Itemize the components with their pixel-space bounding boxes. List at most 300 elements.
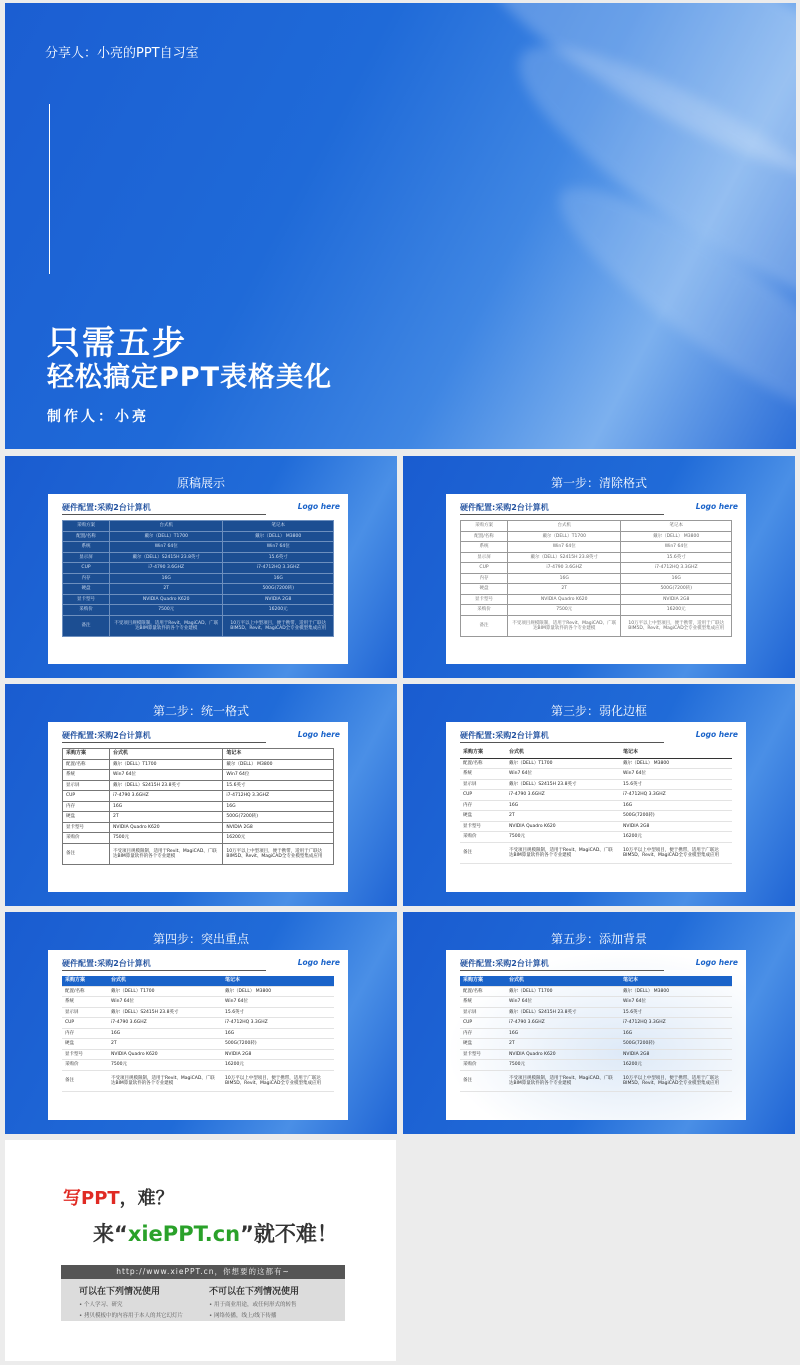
table-cell: 显示屏 [460, 1007, 506, 1018]
table-cell: 15.6英寸 [223, 780, 334, 791]
table-row [460, 1060, 732, 1071]
table-cell: i7-4790 3.6GHZ [108, 1018, 222, 1029]
heading-underline [460, 970, 664, 971]
table-cell: 500G(7200转) [223, 812, 334, 823]
spec-table [460, 976, 732, 1092]
table-cell: 台式机 [110, 749, 223, 760]
table-cell: 16200元 [223, 605, 334, 616]
table-cell: 不受项目规模限制，适用于Revit、MagiCAD、广联达BIM算量软件的各个专业建模 [110, 615, 223, 636]
table-cell: Win7 64位 [506, 769, 620, 780]
logo-placeholder: Logo here [695, 730, 738, 739]
table-row [460, 986, 732, 997]
table-cell: Win7 64位 [108, 997, 222, 1008]
table-cell: 戴尔（DELL）S2415H 23.8英寸 [110, 780, 223, 791]
table-row [461, 552, 732, 563]
table-cell: Win7 64位 [110, 770, 223, 781]
spec-table [62, 748, 334, 865]
table-cell: CUP [460, 1018, 506, 1029]
table-cell: CUP [460, 790, 506, 801]
table-cell: 显卡型号 [62, 1049, 108, 1060]
table-cell: 显卡型号 [63, 594, 110, 605]
table-row [63, 542, 334, 553]
table-cell: 戴尔（DELL）S2415H 23.8英寸 [508, 552, 621, 563]
table-row [63, 573, 334, 584]
cannot-use-column [209, 1284, 339, 1319]
table-cell: 16G [110, 801, 223, 812]
cannot-use-item: • 用于商业用途，或任何形式的转售 [209, 1302, 297, 1308]
table-cell: i7-4712HQ 3.3GHZ [621, 563, 732, 574]
table-cell: Win7 64位 [222, 997, 334, 1008]
table-cell: 显卡型号 [461, 594, 508, 605]
table-row [62, 1039, 334, 1050]
table-cell: 配置/名称 [62, 986, 108, 997]
spec-table [62, 976, 334, 1092]
table-card [446, 494, 746, 664]
table-cell: 硬盘 [460, 1039, 506, 1050]
table-cell: i7-4712HQ 3.3GHZ [620, 1018, 732, 1029]
maker-text: 制作人：小亮 [47, 409, 149, 425]
table-cell: NVIDIA Quadro K620 [506, 1049, 620, 1060]
table-cell: 笔记本 [620, 748, 732, 758]
table-cell: Win7 64位 [620, 997, 732, 1008]
table-cell: 16G [620, 1028, 732, 1039]
table-cell: 硬盘 [460, 811, 506, 822]
table-row [63, 791, 334, 802]
cover-title-line2: 轻松搞定PPT表格美化 [47, 362, 332, 393]
table-cell: 采购价 [63, 833, 110, 844]
table-card [48, 722, 348, 892]
slide-step2[interactable] [5, 684, 397, 906]
slide-step5[interactable] [403, 912, 795, 1134]
table-cell: i7-4712HQ 3.3GHZ [620, 790, 732, 801]
table-row [461, 594, 732, 605]
table-cell: 7500元 [108, 1060, 222, 1071]
table-header-row [62, 976, 334, 986]
table-cell: 戴尔（DELL）S2415H 23.8英寸 [506, 1007, 620, 1018]
table-header-row [63, 521, 334, 532]
table-card [446, 722, 746, 892]
table-row [460, 1039, 732, 1050]
table-cell: 系统 [63, 770, 110, 781]
table-cell: 不受项目规模限制，适用于Revit、MagiCAD、广联达BIM算量软件的各个专业建模 [506, 1070, 620, 1091]
table-row [460, 790, 732, 801]
table-cell: NVIDIA 2G8 [620, 821, 732, 832]
table-row [62, 986, 334, 997]
table-cell: Win7 64位 [223, 770, 334, 781]
table-cell: 戴尔（DELL） M3800 [620, 986, 732, 997]
slide-step1[interactable] [403, 456, 795, 678]
table-cell: 10万平以上中型项目，便于携带，适用于广联达BIM5D、Revit、MagiCAD全专业模型集成应用 [620, 842, 732, 863]
table-row [62, 997, 334, 1008]
table-cell: 16G [110, 573, 223, 584]
spec-table [460, 520, 732, 637]
logo-placeholder: Logo here [297, 502, 340, 511]
table-cell: 16G [223, 801, 334, 812]
can-use-item: • 个人学习、研究 [79, 1302, 123, 1308]
table-row [63, 531, 334, 542]
table-cell: NVIDIA Quadro K620 [110, 822, 223, 833]
table-cell: 戴尔（DELL） M3800 [223, 759, 334, 770]
table-cell: 戴尔（DELL） M3800 [222, 986, 334, 997]
table-row [63, 843, 334, 864]
table-cell: 显示屏 [63, 780, 110, 791]
table-cell: 戴尔（DELL） M3800 [620, 758, 732, 769]
table-cell: 2T [508, 584, 621, 595]
table-cell: 16G [506, 1028, 620, 1039]
table-row [460, 1007, 732, 1018]
table-row [63, 780, 334, 791]
table-cell: 配置/名称 [461, 531, 508, 542]
table-cell: 内存 [63, 573, 110, 584]
table-cell: i7-4790 3.6GHZ [506, 1018, 620, 1029]
table-row [460, 769, 732, 780]
table-cell: 15.6英寸 [620, 779, 732, 790]
heading-underline [460, 742, 664, 743]
table-cell: 2T [506, 811, 620, 822]
slide-title: 第五步：添加背景 [550, 932, 647, 946]
table-cell: 16G [108, 1028, 222, 1039]
table-cell: 戴尔（DELL） M3800 [621, 531, 732, 542]
table-row [63, 770, 334, 781]
table-cell: 2T [108, 1039, 222, 1050]
table-cell: 显卡型号 [63, 822, 110, 833]
table-cell: Win7 64位 [508, 542, 621, 553]
cannot-use-title: 不可以在下列情况使用 [209, 1287, 300, 1297]
table-cell: 500G(7200转) [620, 811, 732, 822]
table-cell: 台式机 [108, 976, 222, 986]
table-cell: 显示屏 [461, 552, 508, 563]
spec-table [62, 520, 334, 637]
table-cell: NVIDIA 2G8 [621, 594, 732, 605]
table-cell: 显卡型号 [460, 1049, 506, 1060]
table-cell: i7-4712HQ 3.3GHZ [223, 791, 334, 802]
table-cell: CUP [63, 563, 110, 574]
table-cell: 笔记本 [223, 749, 334, 760]
table-cell: NVIDIA 2G8 [222, 1049, 334, 1060]
table-cell: 10万平以上中型项目，便于携带，适用于广联达BIM5D、Revit、MagiCAD全专业模型集成应用 [223, 615, 334, 636]
table-cell: 500G(7200转) [621, 584, 732, 595]
table-header-row [460, 748, 732, 758]
card-heading: 硬件配置:采购2台计算机 [460, 959, 549, 968]
table-row [63, 812, 334, 823]
table-cell: 内存 [460, 800, 506, 811]
sharer-text: 分享人：小亮的PPT自习室 [45, 46, 199, 61]
table-cell: 内存 [62, 1028, 108, 1039]
table-cell: 台式机 [110, 521, 223, 532]
table-row [63, 563, 334, 574]
table-cell: 7500元 [110, 833, 223, 844]
table-row [460, 842, 732, 863]
can-use-item: • 拷贝模板中的内容用于本人的其它幻灯片 [79, 1313, 184, 1319]
table-cell: CUP [63, 791, 110, 802]
table-cell: NVIDIA Quadro K620 [506, 821, 620, 832]
table-cell: 采购价 [62, 1060, 108, 1071]
table-cell: NVIDIA 2G8 [620, 1049, 732, 1060]
table-row [460, 1028, 732, 1039]
card-heading: 硬件配置:采购2台计算机 [460, 731, 549, 740]
table-cell: NVIDIA Quadro K620 [108, 1049, 222, 1060]
table-cell: i7-4790 3.6GHZ [110, 791, 223, 802]
table-row [62, 1049, 334, 1060]
table-cell: 备注 [63, 615, 110, 636]
logo-placeholder: Logo here [297, 730, 340, 739]
table-cell: 备注 [460, 842, 506, 863]
table-cell: 戴尔（DELL）T1700 [506, 986, 620, 997]
table-cell: 不受项目规模限制，适用于Revit、MagiCAD、广联达BIM算量软件的各个专业建模 [108, 1070, 222, 1091]
table-cell: 7500元 [506, 832, 620, 843]
table-row [63, 584, 334, 595]
table-cell: 笔记本 [620, 976, 732, 986]
table-row [461, 531, 732, 542]
table-cell: 戴尔（DELL）T1700 [506, 758, 620, 769]
table-cell: 16G [506, 800, 620, 811]
table-row [461, 563, 732, 574]
promo-line2 [93, 1218, 338, 1248]
heading-underline [460, 514, 664, 515]
table-cell: 采购价 [63, 605, 110, 616]
promo-quote-open: 来“ [93, 1222, 128, 1246]
table-cell: 16G [223, 573, 334, 584]
table-cell: 显示屏 [63, 552, 110, 563]
table-row [62, 1018, 334, 1029]
slide-title: 第三步：弱化边框 [550, 704, 647, 718]
table-cell: 系统 [461, 542, 508, 553]
table-row [460, 800, 732, 811]
table-row [461, 573, 732, 584]
table-cell: 备注 [460, 1070, 506, 1091]
table-cell: 15.6英寸 [223, 552, 334, 563]
table-cell: 配置/名称 [460, 986, 506, 997]
table-cell: NVIDIA 2G8 [223, 822, 334, 833]
table-cell: 硬盘 [63, 584, 110, 595]
table-cell: 内存 [63, 801, 110, 812]
table-cell: 15.6英寸 [222, 1007, 334, 1018]
table-cell: Win7 64位 [223, 542, 334, 553]
table-header-row [460, 976, 732, 986]
table-cell: 16G [621, 573, 732, 584]
table-cell: Win7 64位 [620, 769, 732, 780]
slide-original[interactable] [5, 456, 397, 678]
url-bar[interactable]: http://www.xiePPT.cn，你想要的这都有~ [61, 1265, 345, 1279]
table-cell: 笔记本 [222, 976, 334, 986]
table-cell: 16200元 [223, 833, 334, 844]
table-cell: i7-4712HQ 3.3GHZ [222, 1018, 334, 1029]
table-cell: 2T [506, 1039, 620, 1050]
table-cell: 500G(7200转) [620, 1039, 732, 1050]
table-cell: 采购价 [461, 605, 508, 616]
can-use-column [79, 1284, 209, 1319]
table-cell: 16G [222, 1028, 334, 1039]
table-card [48, 494, 348, 664]
table-cell: 配置/名称 [63, 531, 110, 542]
table-cell: i7-4712HQ 3.3GHZ [223, 563, 334, 574]
table-cell: 500G(7200转) [223, 584, 334, 595]
card-heading: 硬件配置:采购2台计算机 [62, 959, 151, 968]
table-cell: 系统 [460, 997, 506, 1008]
table-cell: 显示屏 [62, 1007, 108, 1018]
table-cell: 10万平以上中型项目，便于携带，适用于广联达BIM5D、Revit、MagiCAD全专业模型集成应用 [620, 1070, 732, 1091]
table-cell: 采购方案 [63, 521, 110, 532]
vertical-divider [49, 104, 50, 274]
table-cell: 采购价 [460, 832, 506, 843]
table-cell: 台式机 [508, 521, 621, 532]
table-row [460, 1018, 732, 1029]
table-row [62, 1028, 334, 1039]
slide-title: 第一步：清除格式 [550, 476, 647, 490]
table-cell: 内存 [460, 1028, 506, 1039]
table-cell: 笔记本 [621, 521, 732, 532]
table-cell: Win7 64位 [110, 542, 223, 553]
card-heading: 硬件配置:采购2台计算机 [62, 503, 151, 512]
table-cell: 戴尔（DELL）T1700 [110, 531, 223, 542]
table-cell: 2T [110, 812, 223, 823]
table-cell: 16G [620, 800, 732, 811]
table-row [461, 542, 732, 553]
table-cell: 台式机 [506, 748, 620, 758]
table-cell: 采购方案 [460, 976, 506, 986]
table-cell: 采购方案 [461, 521, 508, 532]
promo-line1 [63, 1184, 174, 1210]
table-cell: 戴尔（DELL）T1700 [110, 759, 223, 770]
table-cell: 15.6英寸 [621, 552, 732, 563]
table-cell: i7-4790 3.6GHZ [508, 563, 621, 574]
table-cell: 7500元 [508, 605, 621, 616]
table-cell: 系统 [460, 769, 506, 780]
table-row [63, 759, 334, 770]
table-cell: 戴尔（DELL）S2415H 23.8英寸 [108, 1007, 222, 1018]
table-cell: 备注 [63, 843, 110, 864]
table-cell: 戴尔（DELL）T1700 [508, 531, 621, 542]
table-row [460, 758, 732, 769]
table-cell: 系统 [62, 997, 108, 1008]
table-cell: 戴尔（DELL）S2415H 23.8英寸 [506, 779, 620, 790]
table-cell: 戴尔（DELL）S2415H 23.8英寸 [110, 552, 223, 563]
slide-step3[interactable] [403, 684, 795, 906]
table-row [63, 605, 334, 616]
table-cell: 显卡型号 [460, 821, 506, 832]
table-cell: 不受项目规模限制，适用于Revit、MagiCAD、广联达BIM算量软件的各个专业建模 [506, 842, 620, 863]
table-card [48, 950, 348, 1120]
table-cell: 采购方案 [62, 976, 108, 986]
table-cell: 备注 [461, 615, 508, 636]
table-cell: CUP [461, 563, 508, 574]
table-cell: 采购方案 [460, 748, 506, 758]
table-cell: 2T [110, 584, 223, 595]
spec-table [460, 748, 732, 864]
table-cell: 台式机 [506, 976, 620, 986]
cover-title-line1: 只需五步 [47, 323, 187, 362]
table-cell: 内存 [461, 573, 508, 584]
cover-slide [5, 3, 796, 449]
table-row [460, 997, 732, 1008]
table-cell: 戴尔（DELL）T1700 [108, 986, 222, 997]
table-cell: 10万平以上中型项目，便于携带，适用于广联达BIM5D、Revit、MagiCAD全专业模型集成应用 [222, 1070, 334, 1091]
table-row [62, 1060, 334, 1071]
table-cell: 16200元 [222, 1060, 334, 1071]
table-cell: i7-4790 3.6GHZ [506, 790, 620, 801]
slide-title: 原稿展示 [176, 476, 225, 490]
promo-site-link[interactable]: xiePPT.cn [127, 1222, 241, 1246]
promo-panel [5, 1140, 396, 1361]
slide-title: 第二步：统一格式 [152, 704, 249, 718]
table-header-row [63, 749, 334, 760]
table-cell: Win7 64位 [506, 997, 620, 1008]
table-cell: 硬盘 [63, 812, 110, 823]
promo-brand-text: 写PPT [63, 1188, 120, 1209]
table-row [460, 779, 732, 790]
table-card [446, 950, 746, 1120]
table-row [461, 605, 732, 616]
table-cell: 10万平以上中型项目，便于携带，适用于广联达BIM5D、Revit、MagiCAD全专业模型集成应用 [223, 843, 334, 864]
cannot-use-item: • 网络传播，线上/线下传播 [209, 1313, 277, 1319]
table-header-row [461, 521, 732, 532]
promo-question: ，难？ [119, 1188, 174, 1209]
table-row [460, 1070, 732, 1091]
table-cell: 10万平以上中型项目，便于携带，适用于广联达BIM5D、Revit、MagiCAD全专业模型集成应用 [621, 615, 732, 636]
heading-underline [62, 514, 266, 515]
table-cell: 7500元 [506, 1060, 620, 1071]
slide-step4[interactable] [5, 912, 397, 1134]
table-cell: 显示屏 [460, 779, 506, 790]
table-row [460, 1049, 732, 1060]
usage-box [61, 1279, 345, 1321]
table-row [63, 822, 334, 833]
table-cell: NVIDIA Quadro K620 [110, 594, 223, 605]
table-cell: 500G(7200转) [222, 1039, 334, 1050]
table-row [63, 801, 334, 812]
table-cell: 配置/名称 [460, 758, 506, 769]
table-row [461, 584, 732, 595]
table-row [63, 594, 334, 605]
table-row [63, 552, 334, 563]
promo-quote-close: ”就不难！ [240, 1222, 338, 1246]
table-cell: 不受项目规模限制，适用于Revit、MagiCAD、广联达BIM算量软件的各个专业建模 [110, 843, 223, 864]
table-cell: 采购价 [460, 1060, 506, 1071]
table-cell: 16200元 [620, 832, 732, 843]
table-row [460, 811, 732, 822]
table-row [461, 615, 732, 636]
logo-placeholder: Logo here [695, 502, 738, 511]
table-cell: 备注 [62, 1070, 108, 1091]
can-use-title: 可以在下列情况使用 [79, 1287, 161, 1297]
table-cell: 戴尔（DELL） M3800 [223, 531, 334, 542]
table-cell: 16G [508, 573, 621, 584]
table-row [460, 821, 732, 832]
table-cell: 不受项目规模限制，适用于Revit、MagiCAD、广联达BIM算量软件的各个专业建模 [508, 615, 621, 636]
table-cell: Win7 64位 [621, 542, 732, 553]
table-row [63, 833, 334, 844]
table-cell: 系统 [63, 542, 110, 553]
table-cell: i7-4790 3.6GHZ [110, 563, 223, 574]
table-cell: 15.6英寸 [620, 1007, 732, 1018]
card-heading: 硬件配置:采购2台计算机 [62, 731, 151, 740]
table-row [63, 615, 334, 636]
heading-underline [62, 742, 266, 743]
card-heading: 硬件配置:采购2台计算机 [460, 503, 549, 512]
table-row [62, 1070, 334, 1091]
table-cell: 16200元 [621, 605, 732, 616]
heading-underline [62, 970, 266, 971]
table-row [62, 1007, 334, 1018]
table-cell: 7500元 [110, 605, 223, 616]
slide-title: 第四步：突出重点 [152, 932, 249, 946]
logo-placeholder: Logo here [695, 958, 738, 967]
table-cell: 笔记本 [223, 521, 334, 532]
table-cell: 配置/名称 [63, 759, 110, 770]
table-cell: 硬盘 [461, 584, 508, 595]
table-row [460, 832, 732, 843]
table-cell: NVIDIA Quadro K620 [508, 594, 621, 605]
